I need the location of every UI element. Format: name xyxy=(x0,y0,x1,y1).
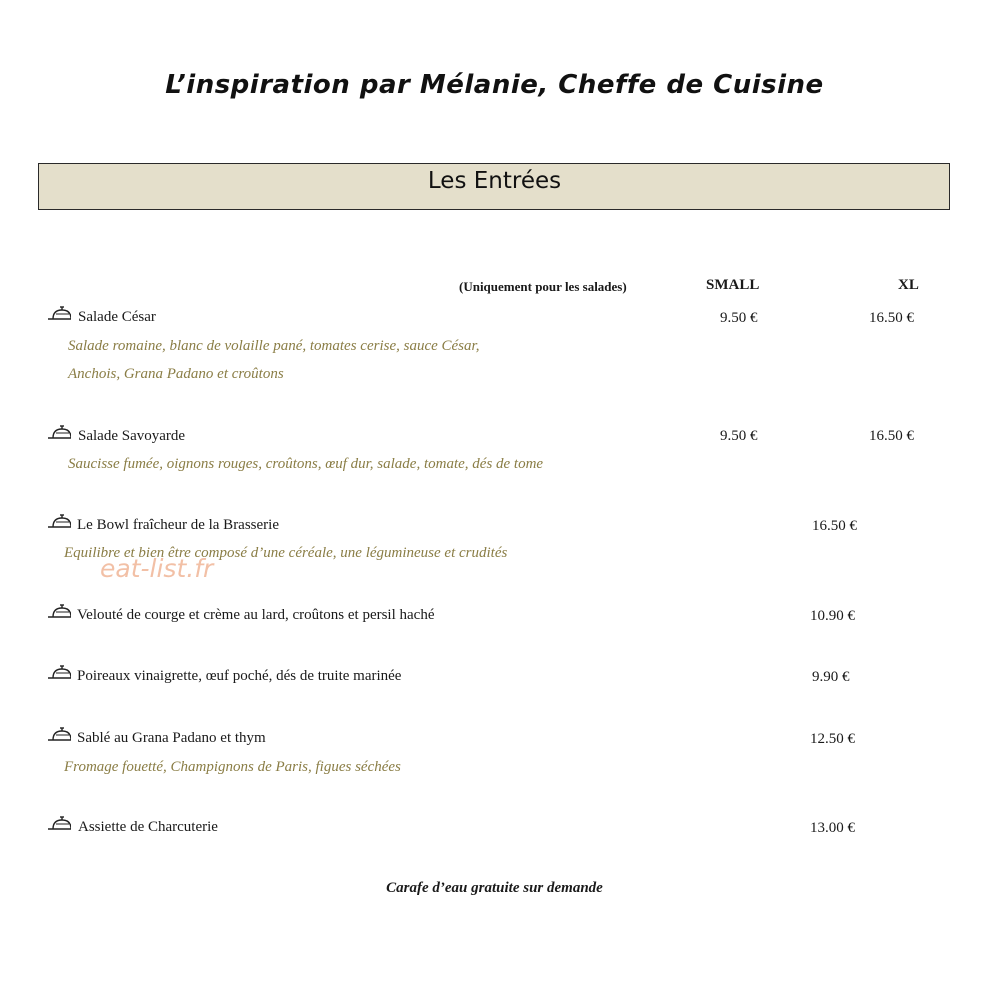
price-small: 9.50 € xyxy=(720,428,758,444)
item-name: Assiette de Charcuterie xyxy=(78,819,218,835)
menu-title: L’inspiration par Mélanie, Cheffe de Cuisine xyxy=(165,70,824,100)
item-name: Salade César xyxy=(78,309,156,325)
item-price: 9.90 € xyxy=(812,669,850,685)
price-small: 9.50 € xyxy=(720,310,758,326)
item-price: 16.50 € xyxy=(812,518,857,534)
serving-cloche-icon xyxy=(47,514,71,530)
item-name: Poireaux vinaigrette, œuf poché, dés de truite marinée xyxy=(77,668,402,684)
item-description-line: Saucisse fumée, oignons rouges, croûtons, œuf dur, salade, tomate, dés de tome xyxy=(68,456,544,472)
price-xl: 16.50 € xyxy=(869,428,914,444)
item-description-line: Anchois, Grana Padano et croûtons xyxy=(68,366,284,382)
item-name: Sablé au Grana Padano et thym xyxy=(77,730,266,746)
item-price: 10.90 € xyxy=(810,608,855,624)
salads-only-note: (Uniquement pour les salades) xyxy=(459,279,627,294)
serving-cloche-icon xyxy=(47,816,71,832)
serving-cloche-icon xyxy=(47,727,71,743)
serving-cloche-icon xyxy=(47,604,71,620)
serving-cloche-icon xyxy=(47,425,71,441)
watermark: eat-list.fr xyxy=(100,554,214,583)
item-description-line: Equilibre et bien être composé d’une céréale, une légumineuse et crudités xyxy=(64,545,508,561)
column-header-xl: XL xyxy=(898,277,919,293)
item-description-line: Fromage fouetté, Champignons de Paris, figues séchées xyxy=(64,759,401,775)
serving-cloche-icon xyxy=(47,665,71,681)
column-header-small: SMALL xyxy=(706,277,760,293)
item-price: 13.00 € xyxy=(810,820,855,836)
footer-note: Carafe d’eau gratuite sur demande xyxy=(386,880,603,896)
serving-cloche-icon xyxy=(47,306,71,322)
item-description-line: Salade romaine, blanc de volaille pané, tomates cerise, sauce César, xyxy=(68,338,480,354)
section-title: Les Entrées xyxy=(427,168,562,194)
price-xl: 16.50 € xyxy=(869,310,914,326)
item-name: Velouté de courge et crème au lard, croûtons et persil haché xyxy=(77,607,435,623)
item-name: Le Bowl fraîcheur de la Brasserie xyxy=(77,517,279,533)
item-name: Salade Savoyarde xyxy=(78,428,186,444)
item-price: 12.50 € xyxy=(810,731,855,747)
